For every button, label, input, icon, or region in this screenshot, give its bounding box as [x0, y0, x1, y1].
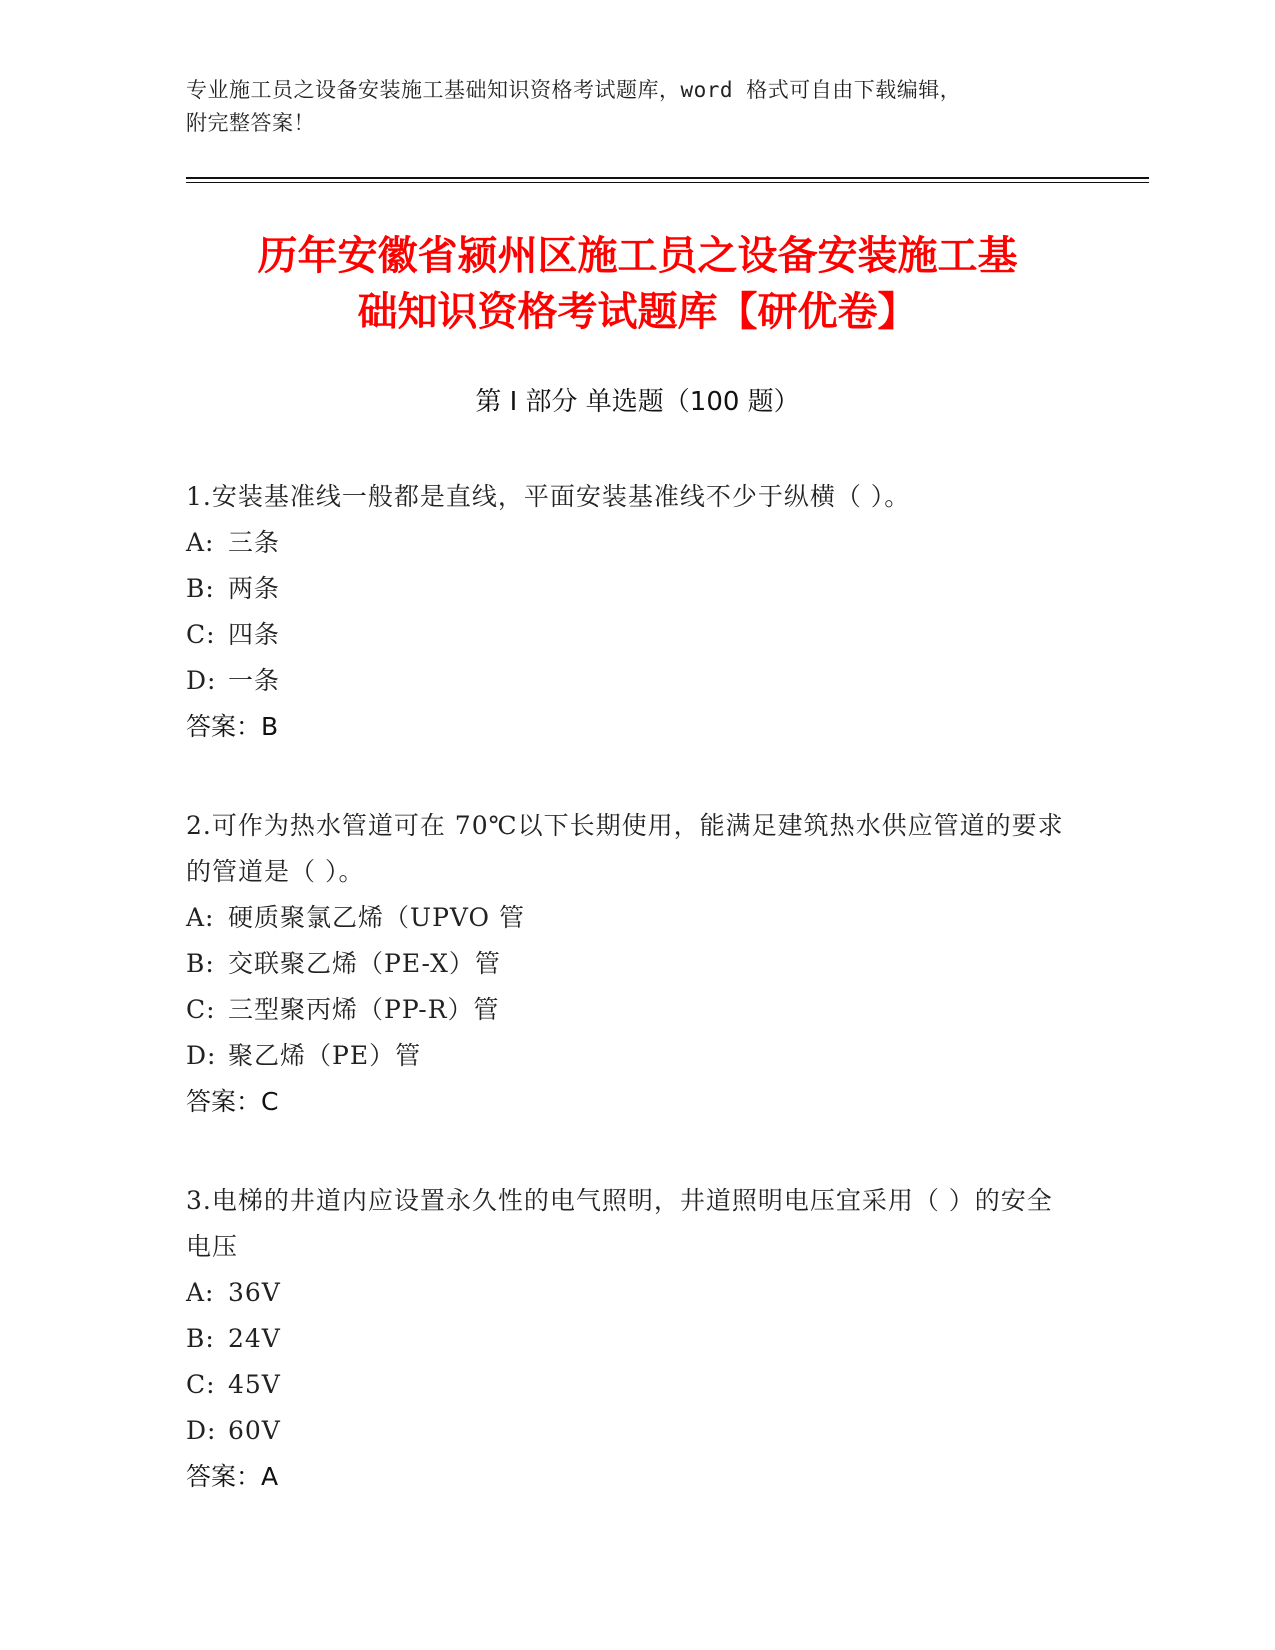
question-stem: 1.安装基准线一般都是直线，平面安装基准线不少于纵横（ ）。 — [186, 482, 911, 511]
option-text: 三型聚丙烯（PP-R）管 — [228, 995, 500, 1024]
option-letter: C: — [186, 995, 216, 1024]
answer-label: 答案：B — [186, 712, 279, 741]
option-letter: A: — [186, 903, 215, 932]
document-title — [186, 228, 1089, 340]
option-letter: C: — [186, 1370, 216, 1399]
option-b — [186, 1316, 1066, 1362]
option-text: 两条 — [228, 574, 281, 603]
question-stem: 2.可作为热水管道可在 70℃以下长期使用，能满足建筑热水供应管道的要求的管道是（ ）。 — [186, 811, 1064, 886]
option-letter: B: — [186, 949, 215, 978]
option-d — [186, 1033, 1066, 1079]
option-letter: D: — [186, 666, 217, 695]
question-list — [186, 474, 1066, 1553]
option-text: 一条 — [228, 666, 281, 695]
question-3 — [186, 1178, 1066, 1500]
option-letter: B: — [186, 1324, 215, 1353]
option-d — [186, 1408, 1066, 1454]
option-b — [186, 566, 1066, 612]
header-note — [186, 74, 1086, 140]
option-text: 24V — [228, 1324, 281, 1353]
option-letter: C: — [186, 620, 216, 649]
answer-label: 答案：C — [186, 1087, 279, 1116]
option-letter: D: — [186, 1041, 217, 1070]
option-letter: D: — [186, 1416, 217, 1445]
option-text: 三条 — [228, 528, 281, 557]
option-text: 36V — [228, 1278, 281, 1307]
header-note-line-2: 附完整答案！ — [186, 111, 315, 135]
option-text: 交联聚乙烯（PE-X）管 — [228, 949, 501, 978]
option-text: 聚乙烯（PE）管 — [228, 1041, 422, 1070]
section-title: 第 I 部分 单选题（100 题） — [475, 387, 800, 417]
option-c — [186, 987, 1066, 1033]
question-2 — [186, 803, 1066, 1125]
option-a — [186, 895, 1066, 941]
option-d — [186, 658, 1066, 704]
document-title-line-2: 础知识资格考试题库【研优卷】 — [357, 289, 918, 335]
option-a — [186, 1270, 1066, 1316]
option-letter: A: — [186, 1278, 215, 1307]
header-divider-thin — [186, 182, 1149, 183]
option-a — [186, 520, 1066, 566]
question-1 — [186, 474, 1066, 750]
option-c — [186, 612, 1066, 658]
option-letter: B: — [186, 574, 215, 603]
header-note-line-1: 专业施工员之设备安装施工基础知识资格考试题库，word 格式可自由下载编辑， — [186, 78, 962, 102]
option-letter: A: — [186, 528, 215, 557]
option-text: 四条 — [228, 620, 281, 649]
option-text: 硬质聚氯乙烯（UPVO 管 — [228, 903, 525, 932]
header-divider-thick — [186, 177, 1149, 179]
option-text: 60V — [228, 1416, 281, 1445]
answer-label: 答案：A — [186, 1462, 279, 1491]
option-text: 45V — [228, 1370, 281, 1399]
option-b — [186, 941, 1066, 987]
question-stem: 3.电梯的井道内应设置永久性的电气照明，井道照明电压宜采用（ ）的安全电压 — [186, 1186, 1053, 1261]
option-c — [186, 1362, 1066, 1408]
document-title-line-1: 历年安徽省颍州区施工员之设备安装施工基 — [257, 233, 1018, 279]
